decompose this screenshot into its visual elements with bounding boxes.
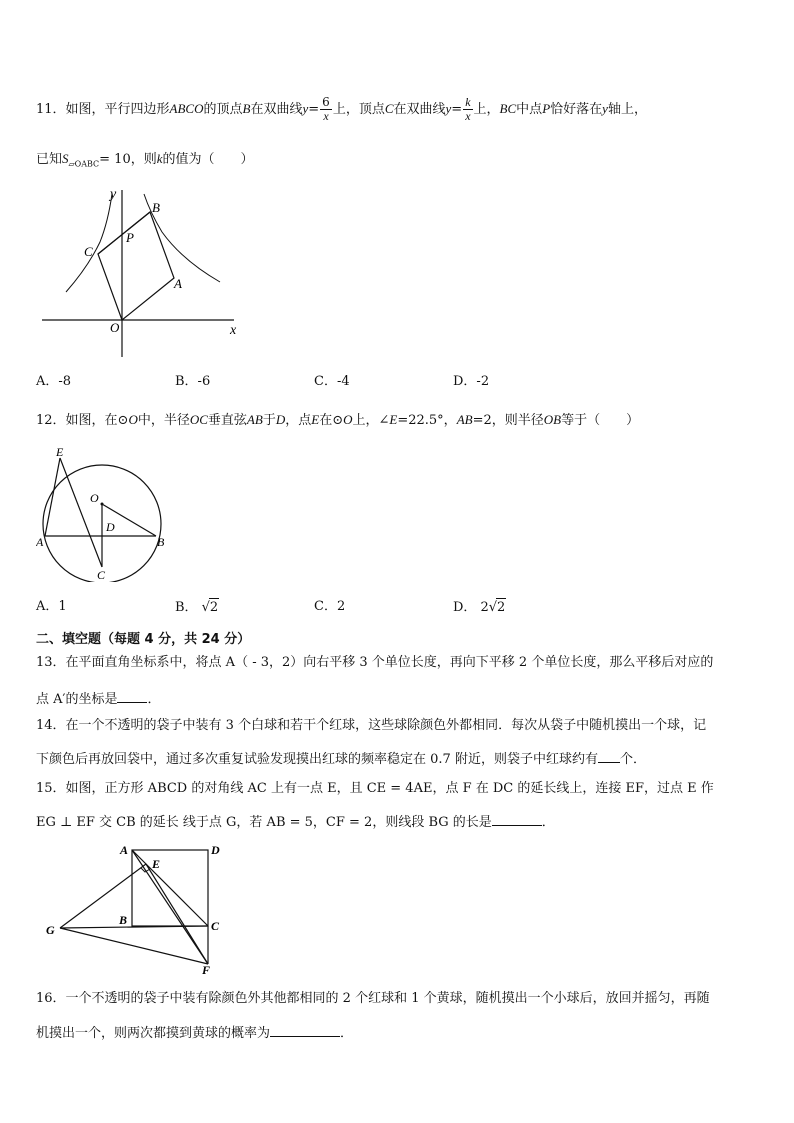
q12-choice-b: B． √2 <box>175 600 219 615</box>
label-e: E <box>56 445 64 459</box>
label-o: O <box>90 491 99 505</box>
label-c: C <box>211 919 220 933</box>
answer-blank <box>492 811 542 826</box>
section-title: 二、填空题（每题 4 分，共 24 分） <box>36 632 251 647</box>
label-a: A <box>174 276 182 291</box>
label-e: E <box>152 857 161 871</box>
answer-blank <box>270 1022 340 1037</box>
label-y: y <box>110 187 117 202</box>
label-c: C <box>97 568 106 582</box>
parallelogram-oabc <box>98 212 174 320</box>
answer-blank <box>117 688 147 703</box>
label-d: D <box>106 520 115 534</box>
q12-choice-a: A．1 <box>36 599 67 614</box>
label-d: D <box>211 843 220 857</box>
q15-figure <box>40 840 230 980</box>
q11-choice-a: A．-8 <box>36 374 72 389</box>
label-b: B <box>119 913 128 927</box>
segment-ec <box>60 458 102 567</box>
label-c: C <box>84 244 93 259</box>
q11-choice-d: D．-2 <box>453 374 490 389</box>
q11-choice-b: B．-6 <box>175 374 211 389</box>
segment-ea <box>45 458 60 536</box>
segment-bc <box>98 212 150 254</box>
label-g: G <box>46 923 55 937</box>
segment-gf <box>60 928 208 964</box>
q12-choice-d: D． 2√2 <box>453 600 506 615</box>
q13-line1: 13．在平面直角坐标系中，将点 A（ - 3，2）向右平移 3 个单位长度，再向下平移 2 个单位长度，那么平移后对应的 <box>36 655 714 670</box>
label-x: x <box>230 323 237 338</box>
segment-af <box>132 850 208 964</box>
label-a: A <box>36 535 44 549</box>
label-b: B <box>152 200 160 215</box>
hyperbola-left <box>66 194 112 292</box>
diagonal-ac <box>132 850 208 926</box>
answer-blank <box>598 748 620 763</box>
label-a: A <box>120 843 129 857</box>
q11-line1: 11．如图，平行四边形ABCO的顶点B在双曲线y= $\frac{6}{x}$ 上，顶点C在双曲线y= $\frac{k}{x}$ 上，BC中点P恰好落在y轴上， <box>36 95 647 123</box>
segment-eg <box>60 864 146 928</box>
label-p: P <box>126 230 134 245</box>
label-f: F <box>202 963 211 977</box>
q11-figure <box>36 182 256 362</box>
q16-line2: 机摸出一个，则两次都摸到黄球的概率为 ． <box>36 1022 353 1043</box>
q12-figure <box>36 440 176 582</box>
q13-line2: 点 A′的坐标是 ． <box>36 688 161 709</box>
q12-line1: 12．如图，在⊙O中，半径OC垂直弦AB于D，点E在⊙O上，∠E=22.5°，AB=2，则半径OB等于（ ） <box>36 412 640 428</box>
label-o: O <box>110 320 120 335</box>
q15-line1: 15．如图，正方形 ABCD 的对角线 AC 上有一点 E，且 CE = 4AE，点 F 在 DC 的延长线上，连接 EF，过点 E 作 <box>36 781 714 796</box>
q14-line1: 14．在一个不透明的袋子中装有 3 个白球和若干个红球，这些球除颜色外都相同．每次从袋子中随机摸出一个球，记 <box>36 718 707 733</box>
fraction-6-over-x: $\frac{6}{x}$ <box>322 95 330 123</box>
q12-choice-c: C．2 <box>314 599 346 614</box>
q11-line2: 已知$S_{▱OABC}= 10$，则k的值为（ ） <box>36 151 254 169</box>
label-b: B <box>157 535 165 549</box>
q11-choice-c: C．-4 <box>314 374 350 389</box>
q16-line1: 16．一个不透明的袋子中装有除颜色外其他都相同的 2 个红球和 1 个黄球，随机摸出一个小球后，放回并摇匀，再随 <box>36 991 710 1006</box>
fraction-k-over-x: $\frac{k}{x}$ <box>465 95 471 123</box>
q15-line2: EG ⊥ EF 交 CB 的延长 线于点 G，若 AB = 5，CF = 2，则线段 BG 的长是 ． <box>36 811 555 832</box>
q14-line2: 下颜色后再放回袋中，通过多次重复试验发现摸出红球的频率稳定在 0.7 附近，则袋子中红球约有 个． <box>36 748 646 769</box>
